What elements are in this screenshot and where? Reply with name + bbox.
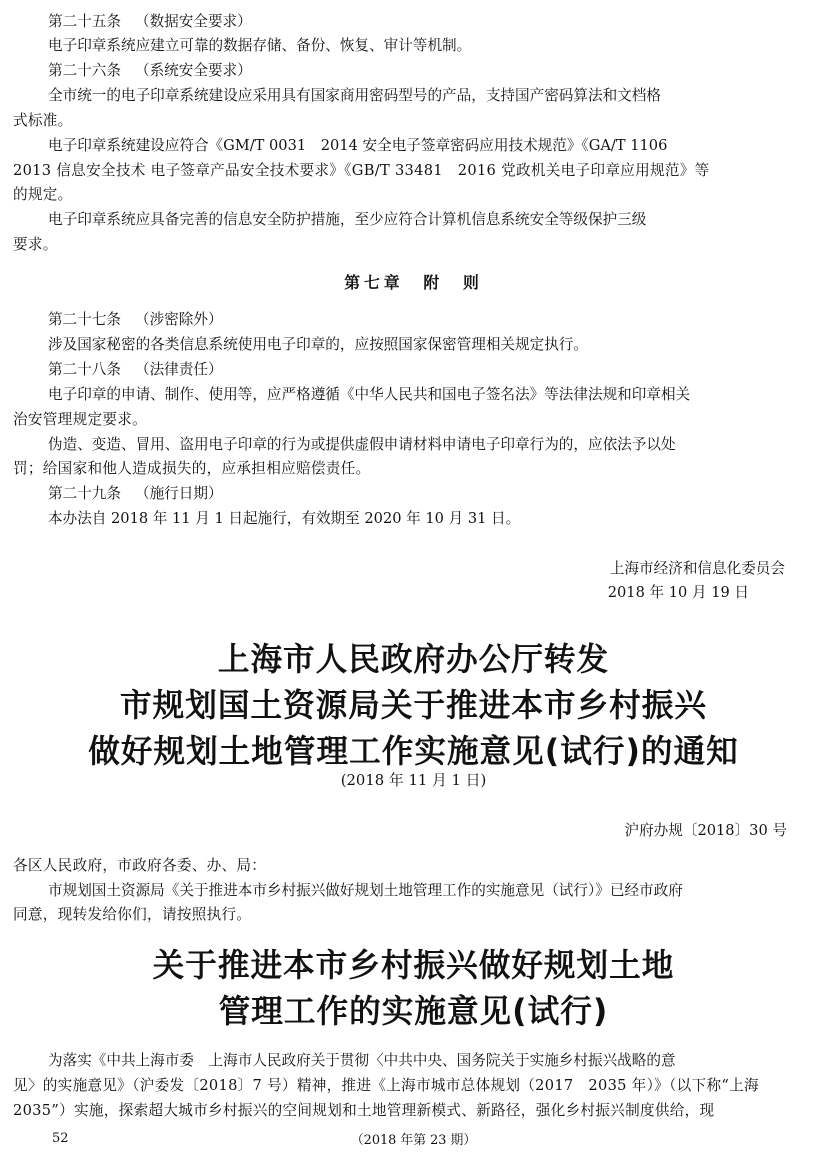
paragraph-line: 市规划国土资源局《关于推进本市乡村振兴做好规划土地管理工作的实施意见（试行）》已经市政府 (48, 882, 683, 899)
paragraph-line: 见〉的实施意见》（沪委发〔2018〕7 号）精神，推进《上海市城市总体规划（2017 2035 年）》（以下称“上海 (13, 1077, 759, 1094)
article-27-heading (48, 309, 223, 331)
paragraph-line: 2035”）实施，探索超大城市乡村振兴的空间规划和土地管理新模式、新路径，强化乡村振兴制度供给，现 (13, 1102, 715, 1119)
addressee: 各区人民政府，市政府各委、办、局： (13, 857, 267, 874)
signature-date: 2018 年 10 月 19 日 (607, 584, 749, 601)
paragraph-line: 要求。 (13, 236, 58, 253)
paragraph-line: 的规定。 (13, 186, 73, 203)
article-tag: （系统安全要求） (134, 62, 252, 79)
paragraph-line: 电子印章系统应具备完善的信息安全防护措施，至少应符合计算机信息系统安全等级保护三级 (48, 211, 647, 228)
notice-date: (2018 年 11 月 1 日) (340, 772, 487, 789)
paragraph-line: 2013 信息安全技术 电子签章产品安全技术要求》《GB/T 33481 2016 党政机关电子印章应用规范》等 (13, 162, 710, 179)
issue-label: （2018 年第 23 期） (350, 1133, 477, 1148)
article-number: 第二十七条 (48, 311, 121, 328)
opinion-title-line: 关于推进本市乡村振兴做好规划土地 (152, 948, 675, 984)
paragraph: 涉及国家秘密的各类信息系统使用电子印章的，应按照国家保密管理相关规定执行。 (48, 336, 588, 353)
signature-org: 上海市经济和信息化委员会 (609, 560, 785, 577)
paragraph-line: 伪造、变造、冒用、盗用电子印章的行为或提供虚假申请材料申请电子印章行为的，应依法予以处 (48, 436, 676, 453)
chapter-heading: 第七章 附 则 (344, 273, 483, 292)
article-number: 第二十六条 (48, 62, 121, 79)
article-tag: （施行日期） (134, 485, 223, 502)
article-number: 第二十八条 (48, 361, 121, 378)
paragraph-line: 同意，现转发给你们，请按照执行。 (13, 906, 252, 923)
paragraph-line: 电子印章系统建设应符合《GM/T 0031 2014 安全电子签章密码应用技术规范》《GA/T 1106 (48, 137, 668, 154)
article-tag: （涉密除外） (134, 311, 223, 328)
paragraph: 本办法自 2018 年 11 月 1 日起施行，有效期至 2020 年 10 月 31 日。 (48, 510, 521, 527)
notice-title-line: 做好规划土地管理工作实施意见(试行)的通知 (88, 734, 739, 770)
paragraph: 电子印章系统应建立可靠的数据存储、备份、恢复、审计等机制。 (48, 37, 472, 54)
notice-title-line: 市规划国土资源局关于推进本市乡村振兴 (120, 688, 707, 724)
article-25-heading (48, 11, 252, 33)
article-tag: （法律责任） (134, 361, 223, 378)
page-number: 52 (52, 1131, 69, 1146)
notice-title-line: 上海市人民政府办公厅转发 (217, 642, 610, 678)
paragraph-line: 式标准。 (13, 112, 73, 129)
article-28-heading (48, 359, 223, 381)
article-26-heading (48, 60, 252, 82)
paragraph-line: 全市统一的电子印章系统建设应采用具有国家商用密码型号的产品，支持国产密码算法和文档格 (48, 87, 661, 104)
paragraph-line: 为落实《中共上海市委 上海市人民政府关于贯彻〈中共中央、国务院关于实施乡村振兴战略的意 (48, 1052, 676, 1069)
opinion-title-line: 管理工作的实施意见(试行) (218, 994, 609, 1030)
article-number: 第二十五条 (48, 13, 121, 30)
article-tag: （数据安全要求） (134, 13, 252, 30)
paragraph-line: 罚；给国家和他人造成损失的，应承担相应赔偿责任。 (13, 460, 371, 477)
document-number: 沪府办规〔2018〕30 号 (624, 822, 787, 839)
paragraph-line: 治安管理规定要求。 (13, 411, 148, 428)
article-number: 第二十九条 (48, 485, 121, 502)
paragraph-line: 电子印章的申请、制作、使用等，应严格遵循《中华人民共和国电子签名法》等法律法规和印章相关 (48, 386, 691, 403)
article-29-heading (48, 483, 223, 505)
